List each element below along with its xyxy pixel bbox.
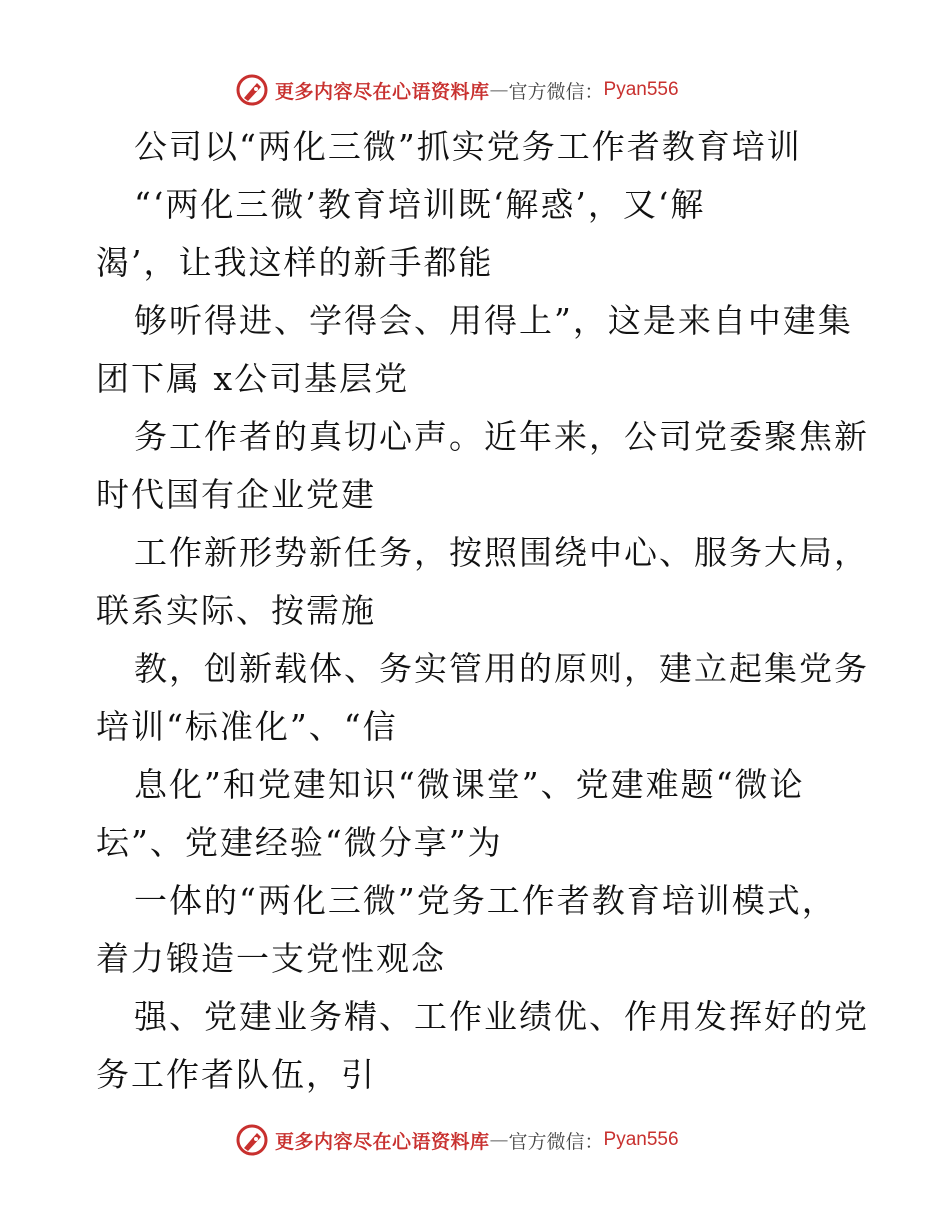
wechat-label: 官方微信： (508, 80, 604, 103)
body-line: 一体的“两化三微”党务工作者教育培训模式， (134, 881, 837, 920)
banner-separator: — (489, 79, 509, 101)
body-line: 工作新形势新任务，按照围绕中心、服务大局， (134, 533, 869, 572)
footer-watermark (235, 1122, 755, 1158)
body-line: 时代国有企业党建 (96, 475, 376, 514)
banner-separator: — (489, 1129, 509, 1151)
header-watermark (235, 72, 755, 108)
body-line: 坛”、党建经验“微分享”为 (96, 823, 503, 862)
pen-nib-logo-icon (235, 1123, 269, 1157)
body-line: 培训“标准化”、“信 (96, 707, 398, 746)
body-line: 联系实际、按需施 (96, 591, 376, 630)
body-line: 着力锻造一支党性观念 (96, 939, 446, 978)
body-line: 公司以“两化三微”抓实党务工作者教育培训 (134, 127, 802, 166)
wechat-id: Pyan556 (603, 79, 679, 100)
banner-text: 更多内容尽在心语资料库 (275, 80, 490, 103)
pen-nib-logo-icon (235, 73, 269, 107)
wechat-label: 官方微信： (508, 1130, 604, 1153)
body-line: 渴’，让我这样的新手都能 (96, 243, 494, 282)
body-line: 强、党建业务精、工作业绩优、作用发挥好的党 (134, 997, 869, 1036)
body-line: 教，创新载体、务实管用的原则，建立起集党务 (134, 649, 869, 688)
body-line: 团下属 x公司基层党 (96, 359, 410, 398)
banner-text: 更多内容尽在心语资料库 (275, 1130, 490, 1153)
wechat-id: Pyan556 (603, 1129, 679, 1150)
body-line: “‘两化三微’教育培训既‘解惑’，又‘解 (134, 185, 706, 224)
body-line: 务工作者队伍，引 (96, 1055, 376, 1094)
body-line: 够听得进、学得会、用得上”，这是来自中建集 (134, 301, 853, 340)
body-line: 务工作者的真切心声。近年来，公司党委聚焦新 (134, 417, 869, 456)
body-line: 息化”和党建知识“微课堂”、党建难题“微论 (134, 765, 805, 804)
